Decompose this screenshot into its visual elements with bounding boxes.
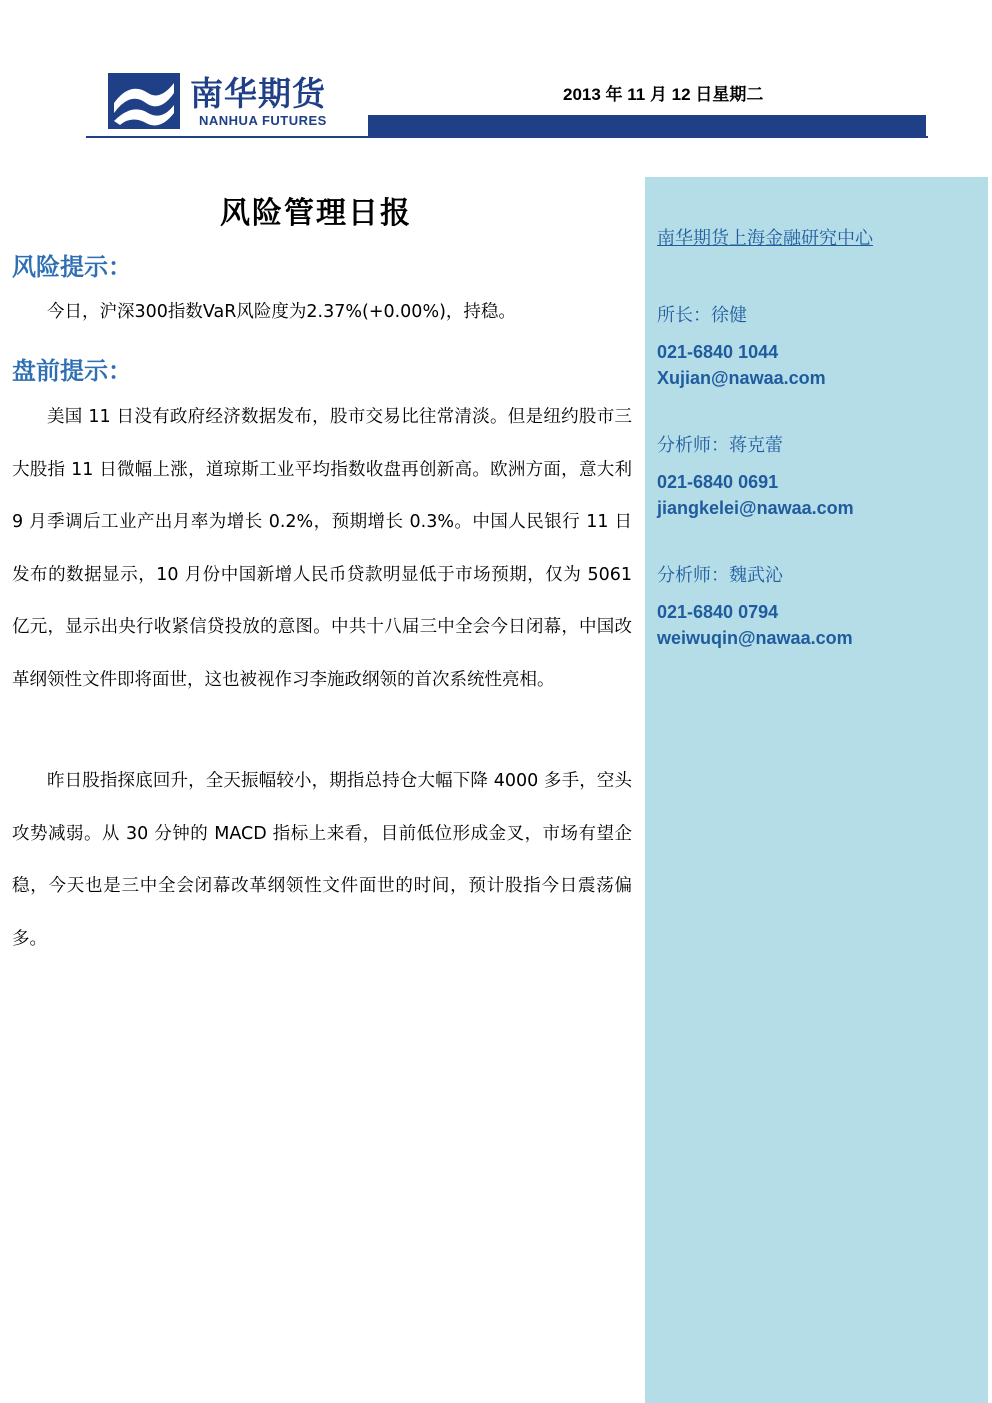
risk-heading: 风险提示： xyxy=(12,253,132,281)
research-center-link[interactable]: 南华期货上海金融研究中心 xyxy=(657,228,873,249)
contact-role-analyst-1: 分析师：蒋克蕾 xyxy=(657,435,783,456)
logo-chinese-name: 南华期货 xyxy=(190,74,326,113)
contact-email-analyst-2[interactable]: weiwuqin@nawaa.com xyxy=(657,628,853,648)
risk-text: 今日，沪深300指数VaR风险度为2.37%(+0.00%)，持稳。 xyxy=(47,302,516,322)
logo-english-name: NANHUA FUTURES xyxy=(199,113,327,128)
contact-phone-analyst-1: 021-6840 0691 xyxy=(657,472,779,492)
premarket-paragraph-2: 昨日股指探底回升，全天振幅较小，期指总持仓大幅下降 4000 多手，空头攻势减弱。从 30 分钟的 MACD 指标上来看，目前低位形成金叉，市场有望企稳，今天也是三中全会闭幕改革纲领性文件面世的时间，预计股指今日震荡偏多。 xyxy=(12,771,632,949)
contact-email-analyst-1[interactable]: jiangkelei@nawaa.com xyxy=(657,498,854,518)
report-date: 2013 年 11 月 12 日星期二 xyxy=(563,85,764,104)
premarket-heading: 盘前提示： xyxy=(12,357,132,385)
header-bar xyxy=(368,115,926,136)
contact-phone-director: 021-6840 1044 xyxy=(657,342,779,362)
header-divider xyxy=(86,136,928,138)
contact-email-director[interactable]: Xujian@nawaa.com xyxy=(657,368,826,388)
contact-phone-analyst-2: 021-6840 0794 xyxy=(657,602,779,622)
nanhua-logo-icon xyxy=(108,73,180,129)
report-title: 风险管理日报 xyxy=(220,196,412,231)
contact-role-analyst-2: 分析师：魏武沁 xyxy=(657,565,783,586)
contact-role-director: 所长：徐健 xyxy=(657,305,747,326)
premarket-paragraph-1: 美国 11 日没有政府经济数据发布，股市交易比往常清淡。但是纽约股市三大股指 11 日微幅上涨，道琼斯工业平均指数收盘再创新高。欧洲方面，意大利 9 月季调后工业产出月率为增长 0.2%，预期增长 0.3%。中国人民银行 11 日发布的数据显示，10 月份中国新增人民币贷款明显低于市场预期，仅为 5061 亿元，显示出央行收紧信贷投放的意图。中共十八届三中全会今日闭幕，中国改革纲领性文件即将面世，这也被视作习李施政纲领的首次系统性亮相。 xyxy=(12,407,632,690)
